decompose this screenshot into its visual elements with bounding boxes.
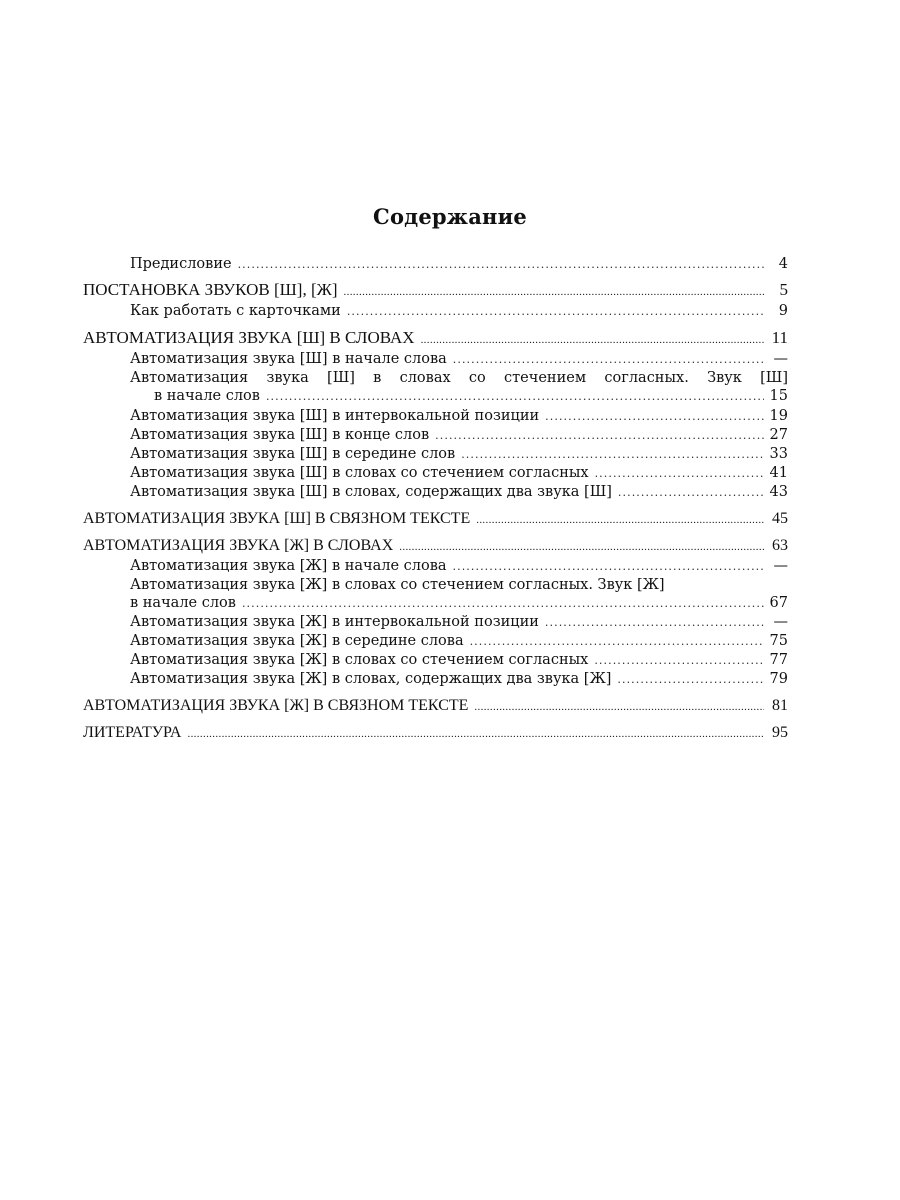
toc-entry-label: ПОСТАНОВКА ЗВУКОВ [Ш], [Ж] [83,280,338,299]
toc-entry-wrapped-line1[interactable] [83,577,788,593]
toc-entry-label: Автоматизация звука [Ж] в словах со стечением согласных [130,652,589,668]
leader-dots [594,654,763,667]
toc-entry-page: 33 [769,446,788,462]
page-title: Содержание [373,204,527,229]
toc-entry-wrapped-line2[interactable] [83,388,788,404]
toc-entry-page: 11 [771,328,788,347]
toc-entry[interactable] [83,351,788,367]
toc-entry-wrapped-line1[interactable] [83,370,788,386]
toc-entry[interactable] [83,697,788,715]
leader-dots [474,701,764,713]
leader-dots [545,410,763,423]
toc-entry-label-cont: в начале слов [130,595,236,611]
toc-entry-page: 41 [769,465,788,481]
toc-entry[interactable] [83,484,788,500]
toc-entry[interactable] [83,558,788,574]
toc-entry-label: Автоматизация звука [Ш] в конце слов [130,427,430,443]
toc-entry-label: ЛИТЕРАТУРА [83,724,182,741]
toc-entry-page: 45 [772,510,788,527]
toc-entry-page: 15 [769,388,788,404]
toc-entry-label-cont: в начале слов [154,388,260,404]
toc-entry[interactable] [83,303,788,319]
toc-entry[interactable] [83,633,788,649]
toc-entry[interactable] [83,446,788,462]
table-of-contents [83,256,788,742]
toc-entry-label: Автоматизация звука [Ж] в интервокальной позиции [130,614,539,630]
toc-entry-page: 27 [769,427,788,443]
toc-entry-page: 75 [769,633,788,649]
toc-entry-page: 19 [769,408,788,424]
leader-dots [242,597,764,610]
leader-dots [435,429,763,442]
toc-entry-page: 67 [769,595,788,611]
toc-entry-page: 9 [778,303,788,319]
leader-dots [187,728,764,740]
toc-entry-page: — [773,351,788,367]
toc-entry-label: АВТОМАТИЗАЦИЯ ЗВУКА [Ж] В СВЯЗНОМ ТЕКСТЕ [83,697,469,714]
toc-entry-page: 5 [779,280,788,299]
toc-entry[interactable] [83,427,788,443]
toc-entry-page: — [773,558,788,574]
toc-entry-label: Автоматизация звука [Ш] в начале слова [130,351,447,367]
toc-entry[interactable] [83,280,788,300]
toc-entry-label: Предисловие [130,256,232,272]
toc-entry-page: 63 [772,537,788,554]
toc-entry-label: Автоматизация звука [Ж] в словах, содержащих два звука [Ж] [130,671,612,687]
leader-dots [617,673,763,686]
leader-dots [347,305,764,318]
toc-entry-wrapped-line2[interactable] [83,595,788,611]
leader-dots [461,448,763,461]
toc-entry[interactable] [83,256,788,272]
toc-entry-label: Автоматизация звука [Ш] в словах, содержащих два звука [Ш] [130,484,612,500]
toc-entry-page: 43 [769,484,788,500]
toc-entry[interactable] [83,408,788,424]
leader-dots [476,514,764,526]
toc-entry[interactable] [83,465,788,481]
toc-entry-page: 79 [769,671,788,687]
toc-entry[interactable] [83,614,788,630]
toc-entry-page: 95 [772,724,788,741]
toc-entry-page: — [773,614,788,630]
toc-entry[interactable] [83,652,788,668]
toc-entry-label: Автоматизация звука [Ш] в интервокальной позиции [130,408,540,424]
toc-entry-label: АВТОМАТИЗАЦИЯ ЗВУКА [Ш] В СВЯЗНОМ ТЕКСТЕ [83,510,471,527]
toc-entry-label: Автоматизация звука [Ж] в начале слова [130,558,447,574]
toc-entry[interactable] [83,510,788,528]
leader-dots [238,258,764,271]
leader-dots [266,390,764,403]
leader-dots [595,467,764,480]
toc-entry-label: Как работать с карточками [130,303,341,319]
toc-entry-label: Автоматизация звука [Ж] в словах со стечением согласных. Звук [Ж] [130,577,665,593]
leader-dots [453,560,764,573]
leader-dots [470,635,764,648]
toc-entry-label: АВТОМАТИЗАЦИЯ ЗВУКА [Ж] В СЛОВАХ [83,537,394,554]
toc-entry-page: 81 [772,697,788,714]
toc-entry-label: Автоматизация звука [Ж] в середине слова [130,633,464,649]
toc-entry-label: Автоматизация звука [Ш] в середине слов [130,446,456,462]
leader-dots [453,353,764,366]
toc-entry[interactable] [83,724,788,742]
toc-entry-label: Автоматизация звука [Ш] в словах со стечением согласных. Звук [Ш] [130,370,788,386]
toc-entry-page: 4 [778,256,788,272]
leader-dots [399,541,764,553]
toc-entry-label: Автоматизация звука [Ш] в словах со стечением согласных [130,465,589,481]
toc-entry[interactable] [83,537,788,555]
toc-entry-page: 77 [769,652,788,668]
toc-entry[interactable] [83,328,788,348]
leader-dots [545,616,764,629]
leader-dots [421,334,764,346]
toc-entry[interactable] [83,671,788,687]
toc-entry-label: АВТОМАТИЗАЦИЯ ЗВУКА [Ш] В СЛОВАХ [83,328,415,347]
leader-dots [344,286,765,298]
leader-dots [618,486,764,499]
